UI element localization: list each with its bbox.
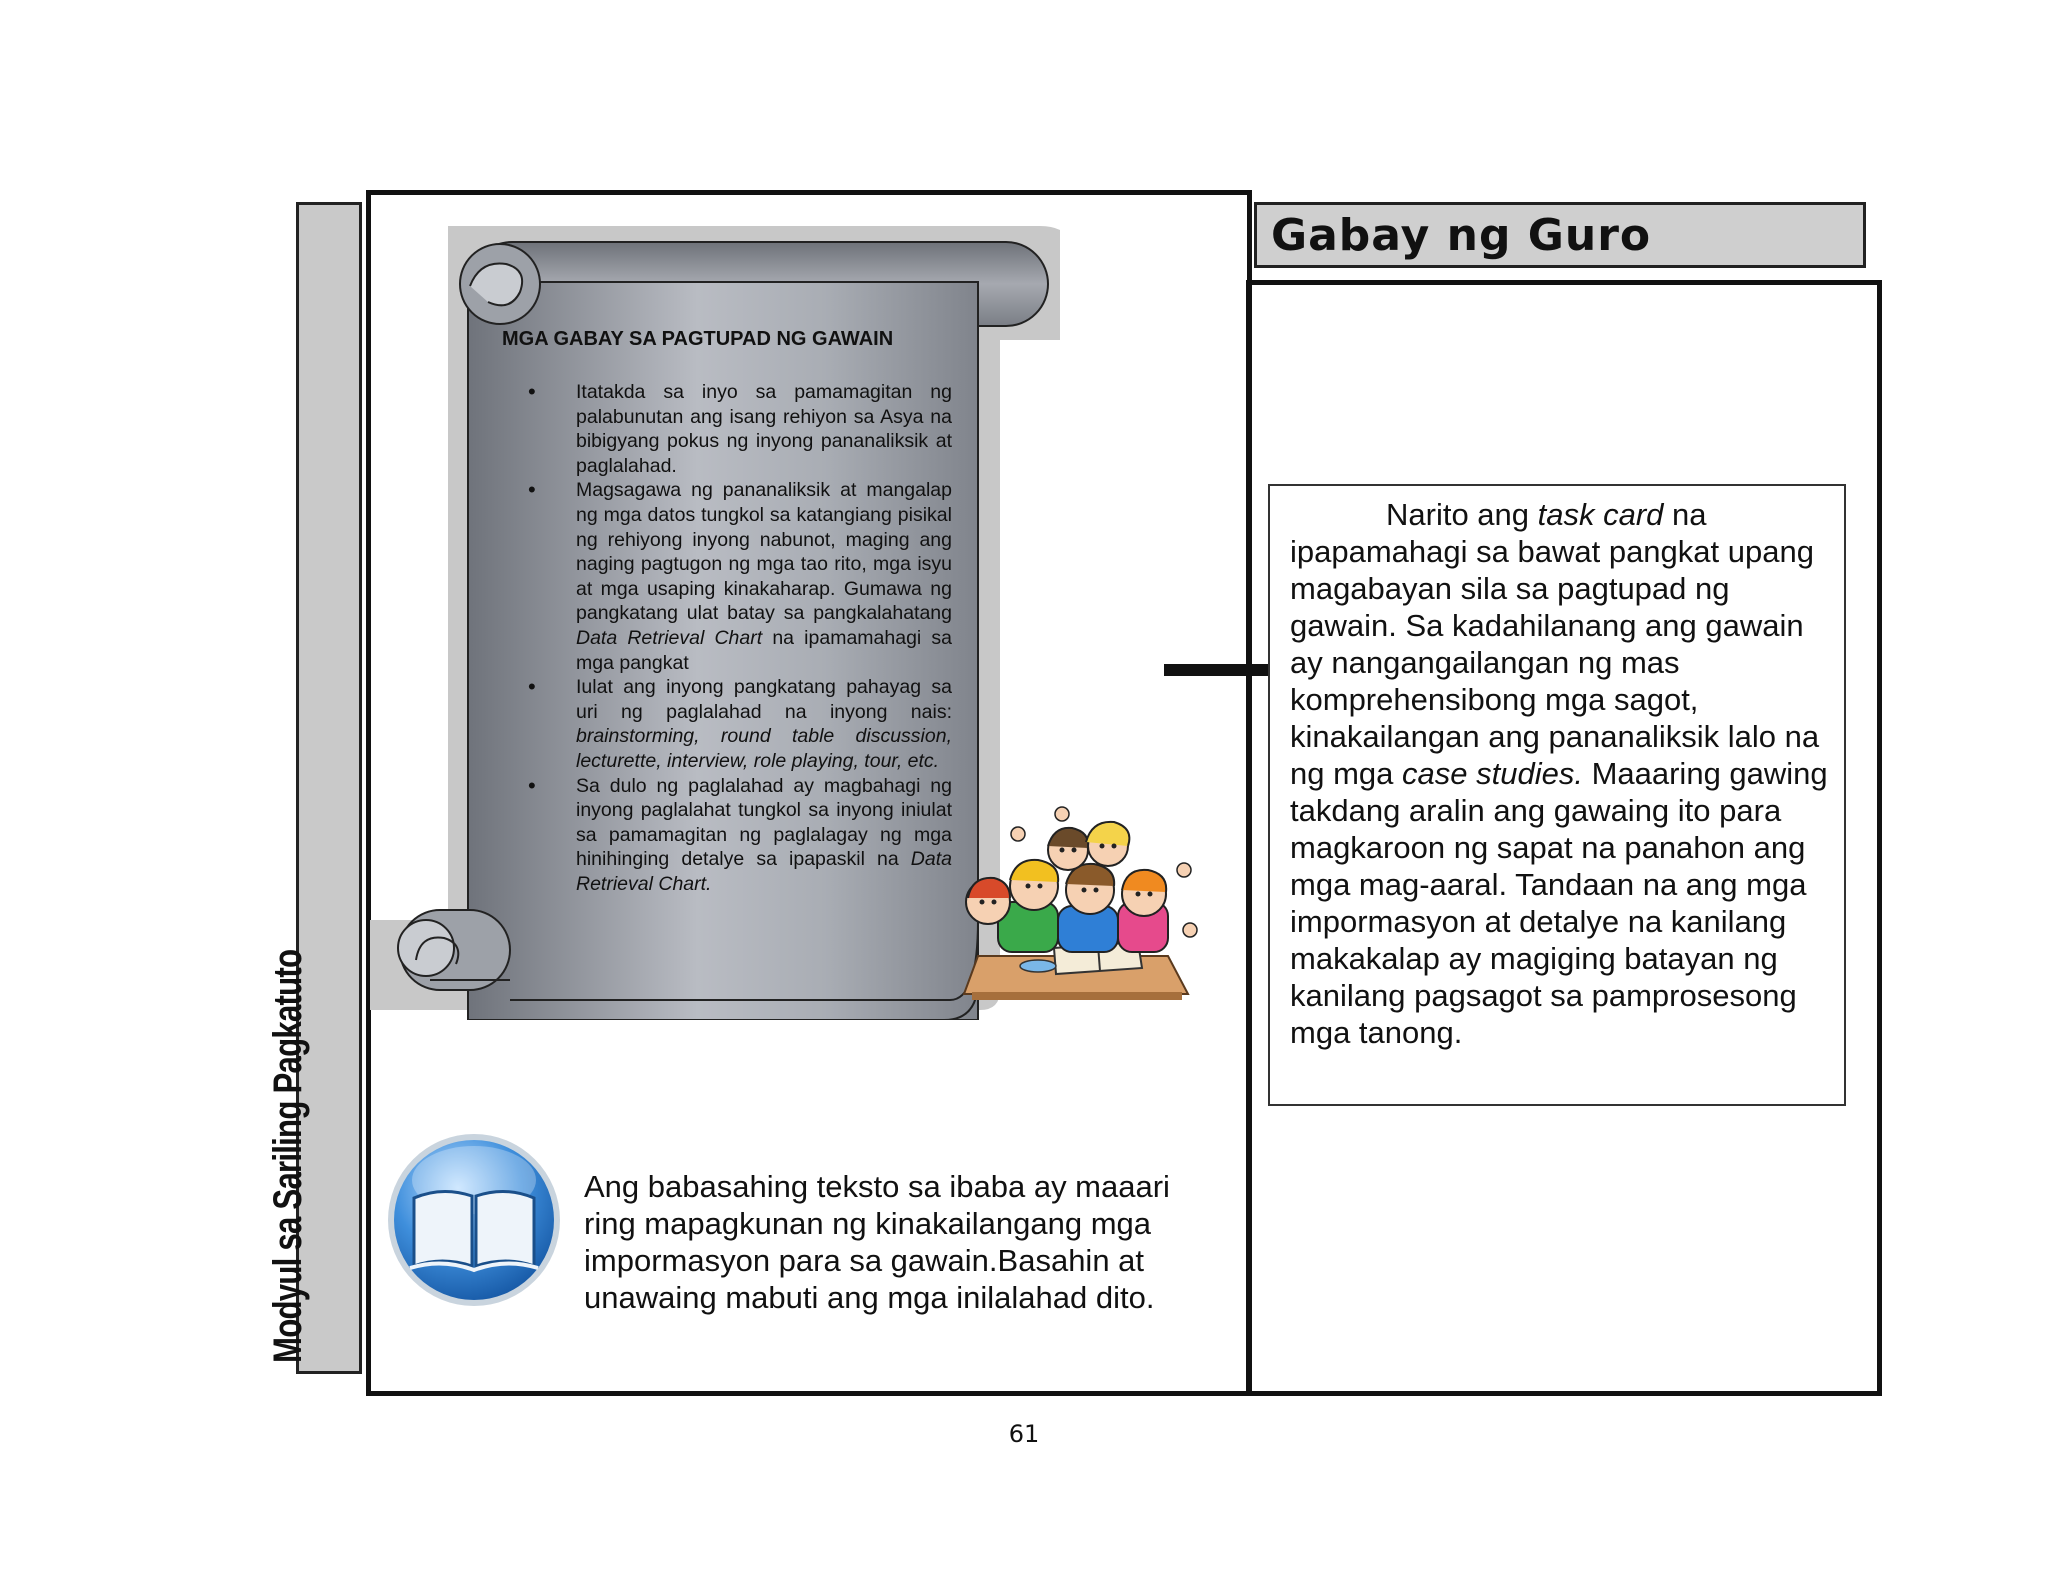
guideline-item: • Iulat ang inyong pangkatang pahayag sa uri ng paglalahad na inyong nais: brainstorming, round table discussion, lecturette, interview, role playing, tour, etc. — [520, 675, 952, 773]
spine-title: Modyul sa Sariling Pagkatuto — [266, 949, 310, 1363]
task-card-text: Narito ang task card na ipapamahagi sa bawat pangkat upang magabayan sila sa pagtupad ng gawain. Sa kadahilanang ang gawain ay nangangailangan ng mas komprehensibong mga sagot, kinakailangan ang pananaliksik lalo na ng mga case studies. Maaaring gawing takdang aralin ang gawaing ito para magkaroon ng sapat na panahon ang mga mag-aaral. Tandaan na ang mga impormasyon at detalye na kanilang makakalap ay magiging batayan ng kanilang pagsagot sa pamprosesong mga tanong. — [1290, 497, 1828, 1050]
open-book-icon — [382, 1128, 566, 1312]
students-cartoon-image — [958, 806, 1202, 1004]
guideline-item: • Sa dulo ng paglalahad ay magbahagi ng inyong paglalahat tungkol sa inyong iniulat sa pamamagitan ng paglalagay ng mga hinihinging detalye sa ipapaskil na Data Retrieval Chart. — [520, 774, 952, 897]
teacher-guide-header — [1254, 202, 1866, 268]
teacher-guide-title: Gabay ng Guro — [1271, 209, 1652, 261]
guidelines-heading: MGA GABAY SA PAGTUPAD NG GAWAIN — [502, 328, 894, 350]
spine-banner — [266, 202, 362, 1374]
page-number: 61 — [1008, 1420, 1040, 1448]
connector-line — [1164, 664, 1278, 676]
guideline-item: • Magsagawa ng pananaliksik at mangalap ng mga datos tungkol sa katangiang pisikal ng rehiyong inyong nabunot, maging ang naging pagtugon ng mga tao rito, mga isyu at mga usaping kinakaharap. Gumawa ng pangkatang ulat batay sa pangkalahatang Data Retrieval Chart na ipamamahagi sa mga pangkat — [520, 478, 952, 675]
guidelines-list — [520, 380, 952, 896]
reading-instruction: Ang babasahing teksto sa ibaba ay maaari ring mapagkunan ng kinakailangang mga impormasyon para sa gawain.Basahin at unawaing mabuti ang mga inilalahad dito. — [584, 1169, 1170, 1315]
task-card-note — [1268, 484, 1846, 1106]
guideline-item: • Itatakda sa inyo sa pamamagitan ng palabunutan ang isang rehiyon sa Asya na bibigyang pokus ng inyong pananaliksik at paglalahad. — [520, 380, 952, 478]
